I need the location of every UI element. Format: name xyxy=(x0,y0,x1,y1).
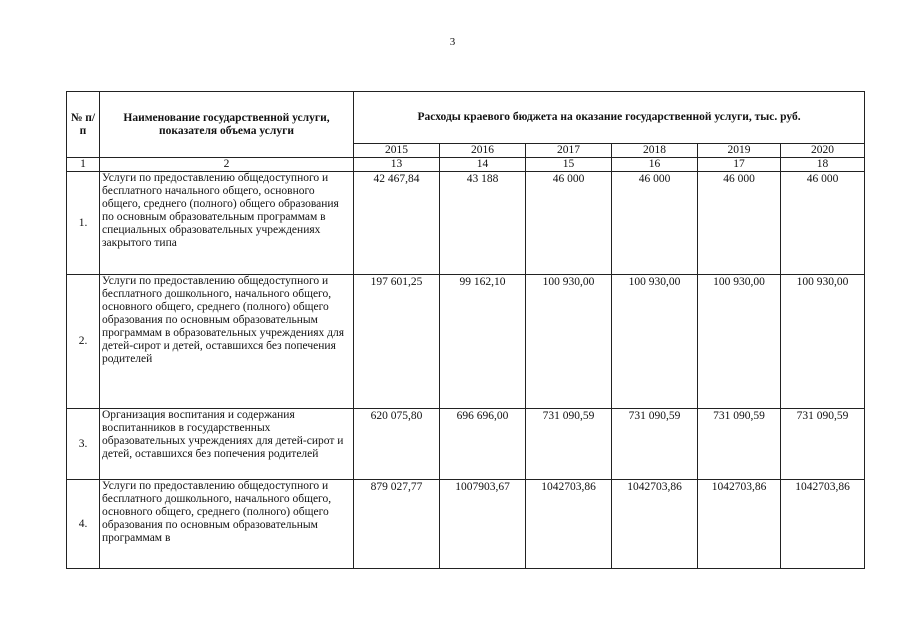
value-cell: 46 000 xyxy=(781,172,865,275)
row-number: 4. xyxy=(67,480,100,569)
value-cell: 99 162,10 xyxy=(440,275,526,409)
value-cell: 43 188 xyxy=(440,172,526,275)
value-cell: 731 090,59 xyxy=(526,409,612,480)
service-name: Услуги по предоставлению общедоступного и бесплатного дошкольного, начального общего, основного общего, среднего (полного) общего образования по основным образовательным программам в xyxy=(100,480,354,569)
column-number: 18 xyxy=(781,158,865,172)
table-row xyxy=(67,172,865,275)
header-number: № п/п xyxy=(67,92,100,158)
row-number: 1. xyxy=(67,172,100,275)
value-cell: 879 027,77 xyxy=(354,480,440,569)
table-row xyxy=(67,409,865,480)
expenses-table xyxy=(66,91,865,569)
year-cell: 2018 xyxy=(612,144,698,158)
value-cell: 1042703,86 xyxy=(781,480,865,569)
value-cell: 731 090,59 xyxy=(698,409,781,480)
service-name: Организация воспитания и содержания воспитанников в государственных образовательных учреждениях для детей-сирот и детей, оставшихся без попечения родителей xyxy=(100,409,354,480)
column-number: 2 xyxy=(100,158,354,172)
value-cell: 1007903,67 xyxy=(440,480,526,569)
row-number: 2. xyxy=(67,275,100,409)
value-cell: 1042703,86 xyxy=(698,480,781,569)
value-cell: 42 467,84 xyxy=(354,172,440,275)
column-number: 13 xyxy=(354,158,440,172)
year-cell: 2020 xyxy=(781,144,865,158)
table-row xyxy=(67,275,865,409)
column-number: 1 xyxy=(67,158,100,172)
service-name: Услуги по предоставлению общедоступного и бесплатного начального общего, основного общего, среднего (полного) общего образования по основным образовательным программам в специальных образовательных учреждениях закрытого типа xyxy=(100,172,354,275)
value-cell: 100 930,00 xyxy=(781,275,865,409)
year-cell: 2016 xyxy=(440,144,526,158)
year-cell: 2019 xyxy=(698,144,781,158)
value-cell: 696 696,00 xyxy=(440,409,526,480)
header-expenses: Расходы краевого бюджета на оказание государственной услуги, тыс. руб. xyxy=(354,92,865,144)
column-number: 14 xyxy=(440,158,526,172)
column-number: 15 xyxy=(526,158,612,172)
value-cell: 1042703,86 xyxy=(526,480,612,569)
value-cell: 1042703,86 xyxy=(612,480,698,569)
service-name: Услуги по предоставлению общедоступного и бесплатного дошкольного, начального общего, основного общего, среднего (полного) общего образования по основным образовательным программам в образовательных учреждениях для детей-сирот и детей, оставшихся без попечения родителей xyxy=(100,275,354,409)
table-header-row xyxy=(67,92,865,144)
page-number: 3 xyxy=(449,36,456,48)
value-cell: 731 090,59 xyxy=(781,409,865,480)
value-cell: 46 000 xyxy=(698,172,781,275)
value-cell: 100 930,00 xyxy=(698,275,781,409)
value-cell: 731 090,59 xyxy=(612,409,698,480)
year-cell: 2017 xyxy=(526,144,612,158)
column-numbers-row xyxy=(67,158,865,172)
value-cell: 100 930,00 xyxy=(526,275,612,409)
year-cell: 2015 xyxy=(354,144,440,158)
column-number: 17 xyxy=(698,158,781,172)
value-cell: 100 930,00 xyxy=(612,275,698,409)
value-cell: 46 000 xyxy=(612,172,698,275)
header-service-name: Наименование государственной услуги, показателя объема услуги xyxy=(100,92,354,158)
row-number: 3. xyxy=(67,409,100,480)
value-cell: 197 601,25 xyxy=(354,275,440,409)
value-cell: 620 075,80 xyxy=(354,409,440,480)
table-row xyxy=(67,480,865,569)
column-number: 16 xyxy=(612,158,698,172)
value-cell: 46 000 xyxy=(526,172,612,275)
